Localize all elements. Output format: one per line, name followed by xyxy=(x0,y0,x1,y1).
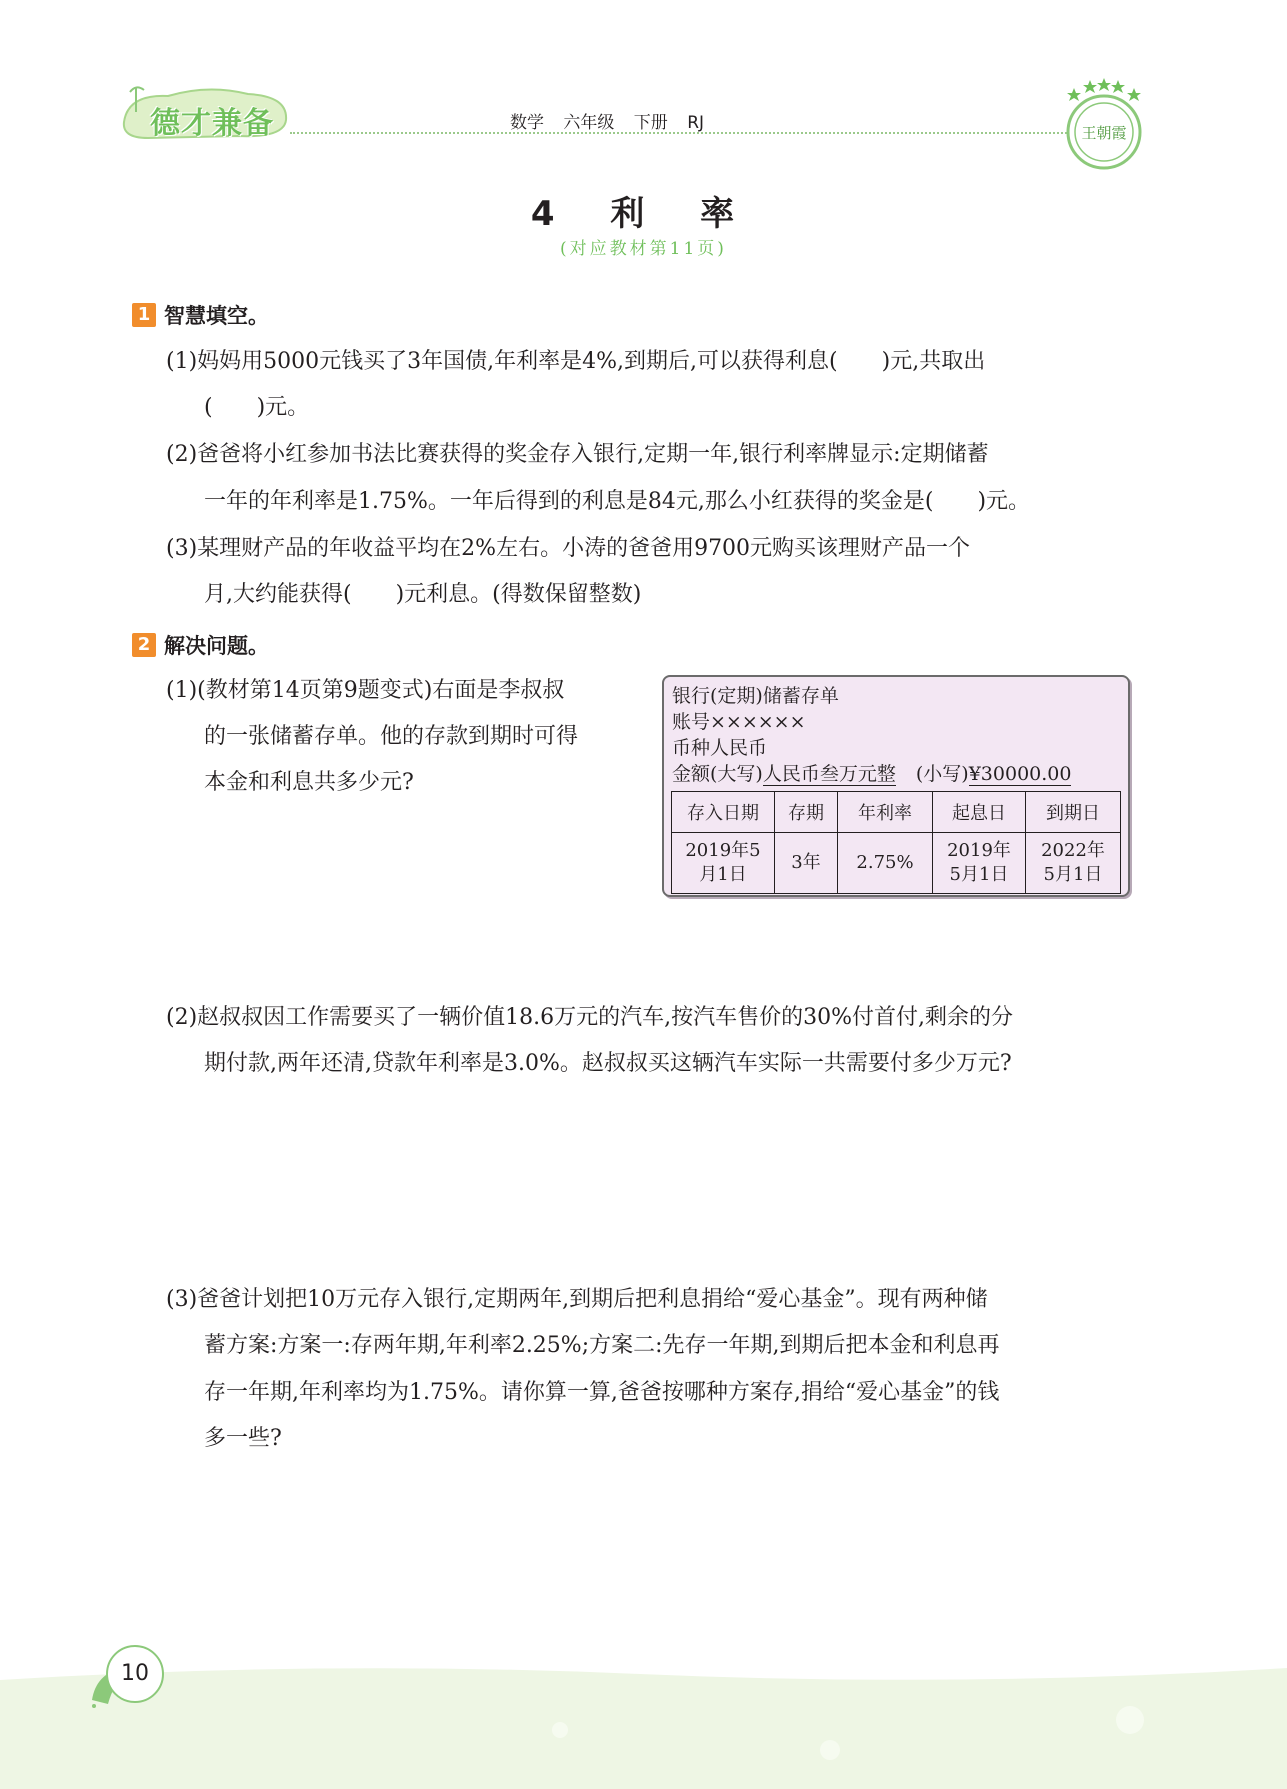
footer-decoration xyxy=(0,1660,1287,1789)
section-number-badge: 1 xyxy=(132,303,156,327)
slip-table-cell: 3年 xyxy=(775,833,838,894)
svg-text:王朝霞: 王朝霞 xyxy=(1081,124,1127,142)
question-line: ( )元。 xyxy=(204,395,310,420)
section-title: 智慧填空。 xyxy=(164,304,269,328)
brand-name: 德才兼备 xyxy=(150,106,274,141)
slip-table-cell: 2022年5月1日 xyxy=(1026,833,1121,894)
question-line: 的一张储蓄存单。他的存款到期时可得 xyxy=(204,724,579,749)
bank-deposit-slip xyxy=(662,675,1130,897)
question-line: 一年的年利率是1.75%。一年后得到的利息是84元,那么小红获得的奖金是( )元。 xyxy=(204,489,1031,514)
slip-amount-lower: ¥30000.00 xyxy=(968,763,1072,785)
section-2-heading xyxy=(132,630,269,660)
question-line: (2)赵叔叔因工作需要买了一辆价值18.6万元的汽车,按汽车售价的30%付首付,剩余的分 xyxy=(166,1005,1014,1030)
question-line: (3)某理财产品的年收益平均在2%左右。小涛的爸爸用9700元购买该理财产品一个 xyxy=(166,536,971,561)
question-line: 存一年期,年利率均为1.75%。请你算一算,爸爸按哪种方案存,捐给“爱心基金”的钱 xyxy=(204,1380,1000,1405)
slip-amount-row xyxy=(672,759,1120,786)
slip-table-header: 存期 xyxy=(775,792,838,833)
slip-table-cell: 2.75% xyxy=(838,833,933,894)
question-line: (2)爸爸将小红参加书法比赛获得的奖金存入银行,定期一年,银行利率牌显示:定期储蓄 xyxy=(166,442,989,467)
page-subtitle: (对应教材第11页) xyxy=(560,239,727,259)
slip-table-header: 存入日期 xyxy=(672,792,775,833)
section-title: 解决问题。 xyxy=(164,634,269,658)
question-line: 本金和利息共多少元? xyxy=(204,770,414,795)
slip-table-header-row xyxy=(672,792,1121,833)
slip-table-header: 到期日 xyxy=(1026,792,1121,833)
slip-title: 银行(定期)储蓄存单 xyxy=(672,685,839,707)
slip-account: 账号×××××× xyxy=(672,711,806,733)
page-title: 4 利 率 xyxy=(530,194,757,234)
question-line: 月,大约能获得( )元利息。(得数保留整数) xyxy=(204,582,642,607)
slip-amount-lower-prefix: (小写) xyxy=(915,763,969,785)
question-line: (1)(教材第14页第9题变式)右面是李叔叔 xyxy=(166,678,565,703)
author-seal-logo xyxy=(1060,74,1148,174)
question-line: 多一些? xyxy=(204,1426,282,1451)
slip-table-header: 起息日 xyxy=(933,792,1026,833)
slip-currency xyxy=(672,733,767,760)
question-line: (1)妈妈用5000元钱买了3年国债,年利率是4%,到期后,可以获得利息( )元,共取出 xyxy=(166,349,986,374)
question-line: (3)爸爸计划把10万元存入银行,定期两年,到期后把利息捐给“爱心基金”。现有两种储 xyxy=(166,1287,988,1312)
question-line: 蓄方案:方案一:存两年期,年利率2.25%;方案二:先存一年期,到期后把本金和利息再 xyxy=(204,1333,1000,1358)
section-number-badge: 2 xyxy=(132,633,156,657)
slip-amount-upper: 人民币叁万元整 xyxy=(762,763,896,785)
slip-table-header: 年利率 xyxy=(838,792,933,833)
page-number: 10 xyxy=(106,1645,164,1703)
section-1-heading xyxy=(132,300,269,330)
header-subject: 数学 六年级 下册 RJ xyxy=(510,113,705,133)
question-line: 期付款,两年还清,贷款年利率是3.0%。赵叔叔买这辆汽车实际一共需要付多少万元? xyxy=(204,1051,1012,1076)
slip-table-cell: 2019年5月1日 xyxy=(933,833,1026,894)
slip-currency-text: 币种人民币 xyxy=(672,737,768,759)
slip-table xyxy=(671,791,1121,894)
slip-table-cell: 2019年5月1日 xyxy=(672,833,775,894)
slip-table-row xyxy=(672,833,1121,894)
slip-amount-prefix: 金额(大写) xyxy=(672,763,763,785)
